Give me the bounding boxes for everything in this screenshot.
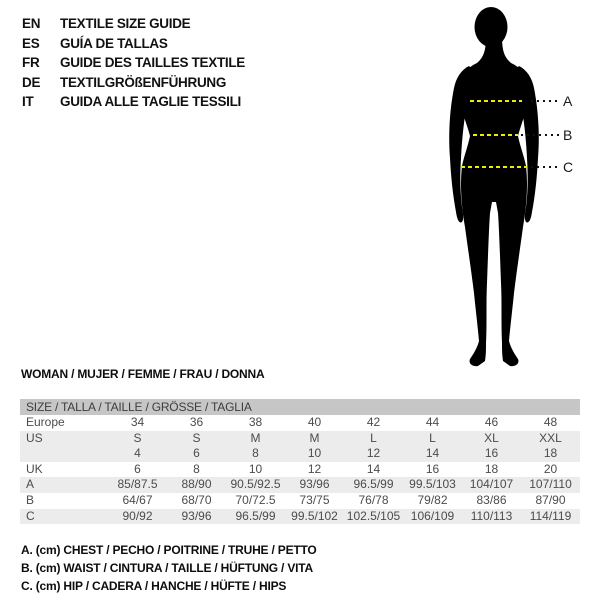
row-label: B: [26, 492, 35, 507]
table-cell: 46: [484, 415, 499, 429]
table-cell: 70/72.5: [235, 492, 276, 507]
table-cell: 90.5/92.5: [230, 477, 281, 492]
table-cell: 88/90: [181, 477, 212, 492]
body-dash-line-c: [461, 166, 527, 168]
table-cell: 20: [543, 461, 558, 476]
table-cell: 10: [307, 446, 322, 461]
measurement-legend: [21, 541, 317, 596]
table-cell: 68/70: [181, 492, 212, 507]
body-dash-line-a: [470, 100, 522, 102]
table-row-us: [20, 431, 580, 447]
figure-silhouette: [423, 6, 558, 368]
table-cell: 85/87.5: [117, 477, 158, 492]
language-row-en: [22, 14, 245, 34]
language-code: DE: [22, 74, 41, 90]
table-cell: 107/110: [529, 477, 572, 492]
table-cell: 44: [425, 415, 440, 429]
language-title: GUÍA DE TALLAS: [60, 35, 168, 51]
table-cell: 83/86: [476, 492, 507, 507]
language-code: FR: [22, 55, 40, 70]
table-cell: 99.5/102: [291, 508, 338, 523]
table-cell: 99.5/103: [409, 477, 456, 492]
table-cell: 12: [307, 461, 322, 476]
language-title: GUIDE DES TAILLES TEXTILE: [60, 55, 246, 70]
marker-label-a: A: [563, 93, 573, 109]
language-title: GUIDA ALLE TAGLIE TESSILI: [60, 94, 241, 109]
table-cell: 110/113: [470, 508, 513, 523]
marker-label-b: B: [563, 127, 573, 143]
pointer-dots-a: [531, 100, 559, 102]
table-cell: 6: [134, 461, 141, 476]
table-cell: 96.5/99: [235, 508, 276, 523]
language-code: IT: [22, 94, 34, 109]
table-cell: 34: [130, 415, 145, 429]
legend-line-a: A. (cm) CHEST / PECHO / POITRINE / TRUHE / PETTO: [21, 543, 317, 557]
legend-line-c: C. (cm) HIP / CADERA / HANCHE / HÜFTE / HIPS: [21, 579, 287, 594]
table-cell: 8: [193, 461, 200, 476]
table-cell: 79/82: [417, 492, 448, 507]
table-cell: 16: [425, 461, 440, 476]
table-row-europe: [20, 415, 580, 431]
table-cell: 102.5/105: [346, 508, 401, 523]
language-title: TEXTILE SIZE GUIDE: [60, 16, 191, 31]
table-cell: 64/67: [122, 492, 153, 507]
language-row-es: [22, 34, 245, 54]
table-cell: XXL: [539, 430, 562, 445]
table-cell: 10: [248, 461, 263, 476]
table-cell: M: [309, 430, 320, 445]
row-label: C: [26, 508, 35, 523]
table-cell: 38: [248, 415, 263, 429]
table-cell: M: [250, 430, 261, 445]
table-row-uk: [20, 462, 580, 478]
legend-line-b: B. (cm) WAIST / CINTURA / TAILLE / HÜFTUNG / VITA: [21, 561, 313, 576]
table-row-b: [20, 493, 580, 509]
language-row-it: [22, 92, 245, 112]
table-cell: 4: [134, 446, 141, 461]
table-cell: 104/107: [469, 477, 514, 492]
row-label: A: [26, 477, 35, 492]
row-label: UK: [26, 461, 43, 476]
language-title: TEXTILGRÖßENFÜHRUNG: [60, 74, 227, 90]
table-row-c: [20, 509, 580, 525]
marker-label-c: C: [563, 159, 574, 175]
table-cell: 73/75: [299, 492, 330, 507]
table-cell: 76/78: [358, 492, 389, 507]
size-table-header: SIZE / TALLA / TAILLE / GRÖSSE / TAGLIA: [20, 399, 580, 415]
language-row-fr: [22, 53, 245, 73]
table-cell: 40: [307, 415, 322, 429]
body-dash-line-b: [473, 134, 518, 136]
table-cell: 42: [366, 415, 381, 429]
language-code: EN: [22, 16, 41, 31]
table-cell: 48: [543, 415, 558, 429]
language-row-de: [22, 73, 245, 93]
table-cell: 12: [366, 446, 381, 461]
row-label: Europe: [26, 415, 65, 429]
table-cell: S: [192, 430, 201, 445]
table-cell: 90/92: [122, 508, 153, 523]
language-code: ES: [22, 35, 40, 51]
table-cell: L: [429, 430, 436, 445]
table-cell: 18: [543, 446, 558, 461]
pointer-dots-b: [521, 134, 559, 136]
table-cell: 16: [484, 446, 499, 461]
table-cell: 14: [366, 461, 381, 476]
table-cell: S: [133, 430, 142, 445]
table-row-a: [20, 477, 580, 493]
size-table: [20, 399, 580, 524]
table-cell: 93/96: [299, 477, 330, 492]
table-cell: 96.5/99: [353, 477, 394, 492]
size-table-body: [20, 415, 580, 524]
row-label: US: [26, 430, 43, 445]
table-cell: 36: [189, 415, 204, 429]
table-cell: 87/90: [535, 492, 566, 507]
language-list: [22, 14, 245, 112]
table-cell: 114/119: [529, 508, 572, 523]
table-cell: 14: [425, 446, 440, 461]
table-cell: L: [370, 430, 377, 445]
table-cell: 8: [252, 446, 259, 461]
pointer-dots-c: [531, 166, 559, 168]
table-cell: 6: [193, 446, 200, 461]
table-row-us-numeric: [20, 446, 580, 462]
table-cell: 93/96: [181, 508, 212, 523]
section-title: WOMAN / MUJER / FEMME / FRAU / DONNA: [21, 367, 265, 381]
row-label: [20, 446, 108, 462]
table-cell: 106/109: [410, 508, 455, 523]
table-cell: 18: [484, 461, 499, 476]
woman-silhouette-svg: [423, 6, 558, 368]
table-cell: XL: [484, 430, 499, 445]
